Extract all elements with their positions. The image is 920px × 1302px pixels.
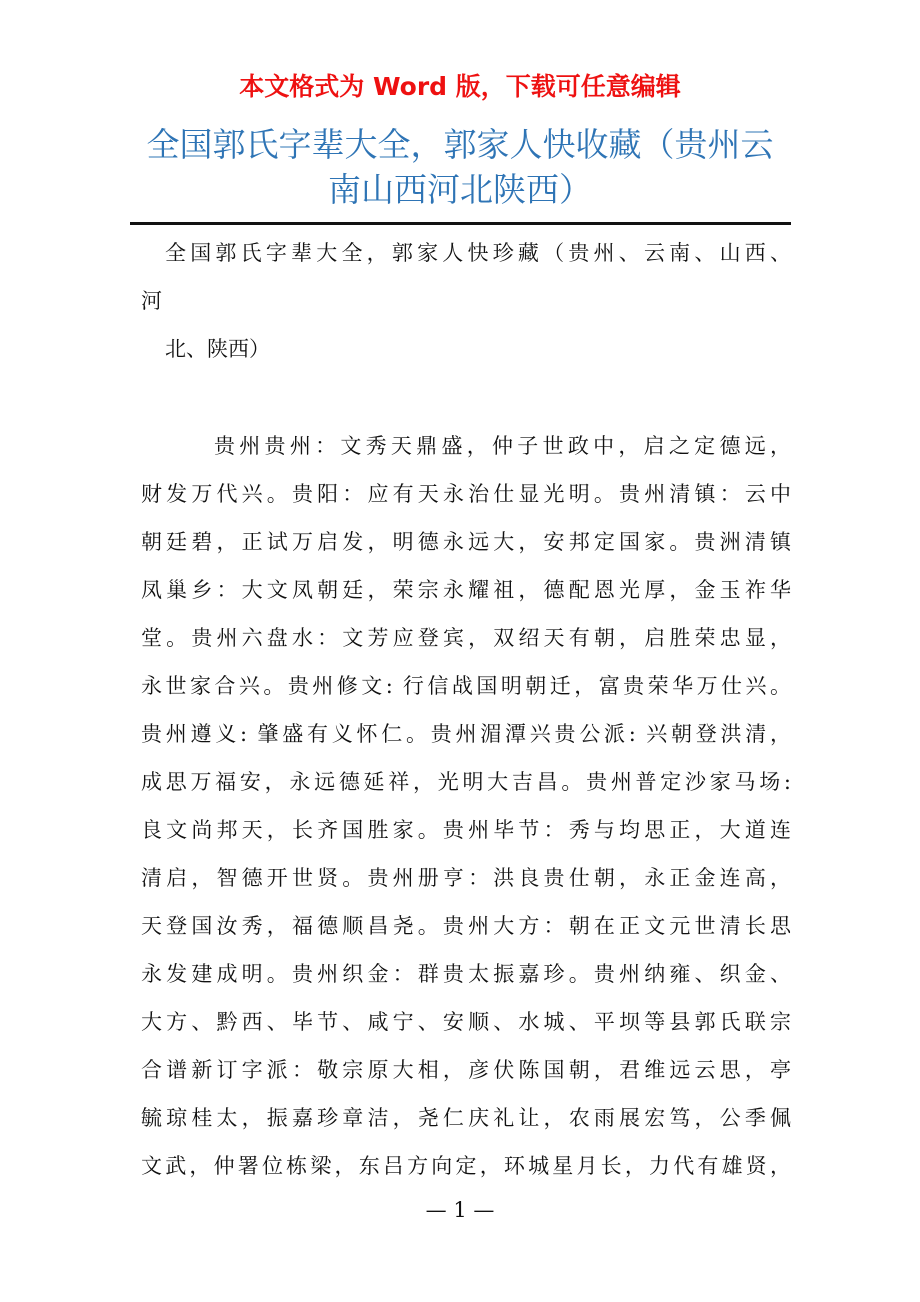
body-line: 凤巢乡：大文凤朝廷，荣宗永耀祖，德配恩光厚，金玉祚华: [141, 578, 791, 602]
body-line: 毓琼桂太，振嘉珍章洁，尧仁庆礼让，农雨展宏笃，公季佩: [141, 1106, 791, 1130]
body-line: 合谱新订字派：敬宗原大相，彦伏陈国朝，君维远云思，亭: [141, 1058, 791, 1082]
page-number: — 1 —: [425, 1198, 495, 1222]
body-line: 清启，智德开世贤。贵州册亨：洪良贵仕朝，永正金连高，: [141, 866, 791, 890]
body-line: 全国郭氏字辈大全，郭家人快珍藏（贵州、云南、山西、: [165, 241, 791, 265]
body-line: 大方、黔西、毕节、咸宁、安顺、水城、平坝等县郭氏联宗: [141, 1010, 791, 1034]
word-format-notice: 本文格式为 Word 版，下载可任意编辑: [239, 72, 681, 101]
body-line: 成思万福安，永远德延祥，光明大吉昌。贵州普定沙家马场:: [141, 770, 791, 794]
body-line: 贵州遵义: 肇盛有义怀仁。贵州湄潭兴贵公派: 兴朝登洪清，: [141, 722, 791, 746]
body-line: 朝廷碧，正试万启发，明德永远大，安邦定国家。贵洲清镇: [141, 530, 791, 554]
document-title-line-1: 全国郭氏字辈大全，郭家人快收藏（贵州云: [146, 125, 774, 164]
body-line: 贵州贵州：文秀天鼎盛，仲子世政中，启之定德远，: [214, 434, 791, 458]
body-line: 河: [141, 289, 162, 313]
document-title-line-2: 南山西河北陕西）: [328, 170, 592, 209]
body-line: 北、陕西）: [165, 337, 270, 361]
body-line: 良文尚邦天，长齐国胜家。贵州毕节：秀与均思正，大道连: [141, 818, 791, 842]
body-line: 天登国汝秀，福德顺昌尧。贵州大方：朝在正文元世清长思: [141, 914, 791, 938]
body-line: 永世家合兴。贵州修文: 行信战国明朝迁，富贵荣华万仕兴。: [141, 674, 791, 698]
title-divider: [130, 222, 791, 225]
body-line: 文武，仲署位栋梁，东吕方向定，环城星月长，力代有雄贤，: [141, 1154, 791, 1178]
body-line: 财发万代兴。贵阳：应有天永治仕显光明。贵州清镇：云中: [141, 482, 791, 506]
body-line: 堂。贵州六盘水：文芳应登宾，双绍天有朝，启胜荣忠显，: [141, 626, 791, 650]
body-line: 永发建成明。贵州织金：群贵太振嘉珍。贵州纳雍、织金、: [141, 962, 791, 986]
